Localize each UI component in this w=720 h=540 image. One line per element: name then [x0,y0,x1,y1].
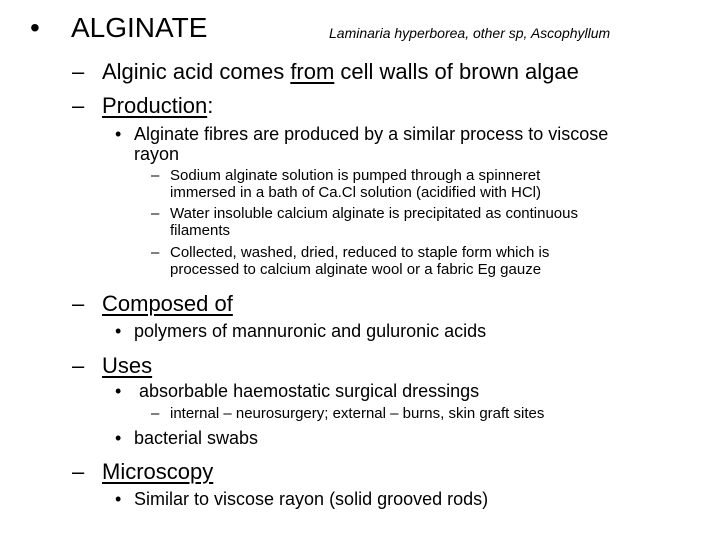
step-2-line1: Water insoluble calcium alginate is precipitated as continuous [170,205,578,222]
microscopy-point: Similar to viscose rayon (solid grooved rods) [134,489,489,509]
step-1-line1: Sodium alginate solution is pumped through a spinneret [170,167,541,184]
intro-dash: – [72,59,85,84]
production-dash: – [72,93,85,118]
step-1-dash: – [151,167,160,184]
intro-underlined-word: from [290,59,335,84]
production-heading-line [102,95,213,117]
intro-line [102,61,579,83]
title-bullet: • [30,12,40,43]
step-3-line2: processed to calcium alginate wool or a fabric Eg gauze [170,261,542,278]
microscopy-bullet: • [115,489,122,509]
step-2-dash: – [151,205,160,222]
production-colon: : [207,93,214,118]
uses-point-1: absorbable haemostatic surgical dressings [139,381,480,401]
uses-detail-dash: – [151,405,160,422]
intro-text-before: Alginic acid comes [102,59,291,84]
intro-text-after: cell walls of brown algae [334,59,579,84]
uses-detail: internal – neurosurgery; external – burns, skin graft sites [170,405,545,422]
step-3-line1: Collected, washed, dried, reduced to staple form which is [170,244,550,261]
uses-bullet-2: • [115,428,122,448]
uses-point-2: bacterial swabs [134,428,259,448]
step-2-line2: filaments [170,222,231,239]
production-heading: Production [102,93,208,118]
step-1-line2: immersed in a bath of Ca.Cl solution (acidified with HCl) [170,184,541,201]
production-point-line1: Alginate fibres are produced by a similar process to viscose [134,124,609,144]
slide-title: ALGINATE [71,12,208,43]
production-bullet: • [115,124,122,144]
production-point-line2: rayon [134,144,180,164]
composed-bullet: • [115,321,122,341]
step-3-dash: – [151,244,160,261]
slide-subtitle: Laminaria hyperborea, other sp, Ascophyllum [329,25,611,41]
composed-dash: – [72,291,85,316]
microscopy-dash: – [72,459,85,484]
microscopy-heading: Microscopy [102,459,214,484]
uses-heading: Uses [102,353,153,378]
uses-dash: – [72,353,85,378]
composed-point: polymers of mannuronic and guluronic acids [134,321,487,341]
composed-heading: Composed of [102,291,233,316]
uses-bullet-1: • [115,381,122,401]
